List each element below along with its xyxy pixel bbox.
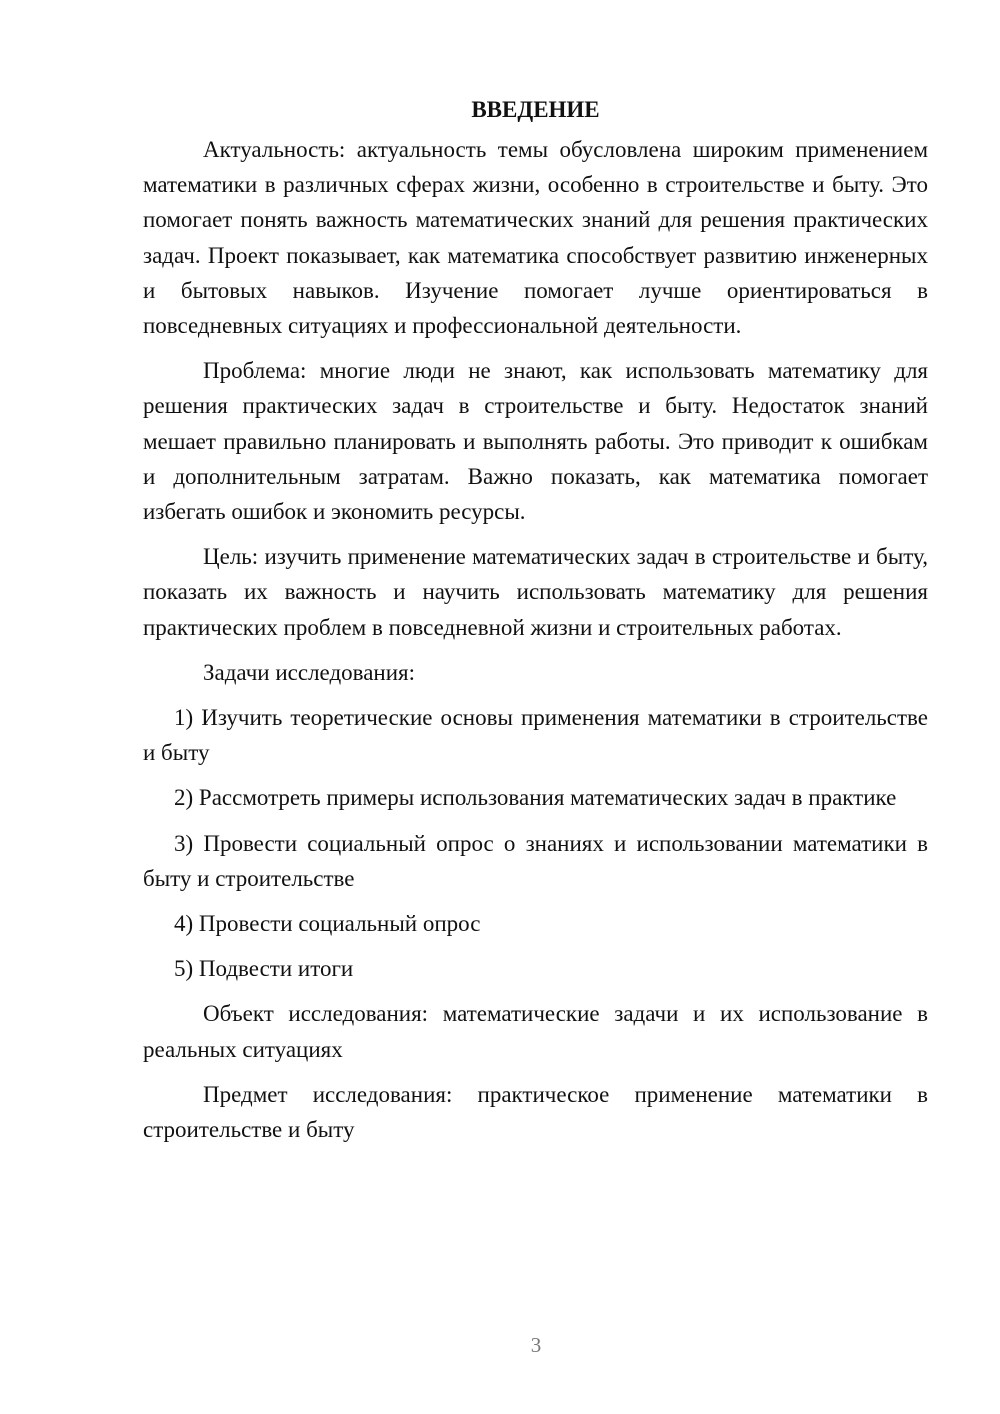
task-item-1: 1) Изучить теоретические основы применения математики в строительстве и быту	[143, 705, 928, 766]
task-item-2: 2) Рассмотреть примеры использования математических задач в практике	[174, 785, 897, 811]
paragraph-subject: Предмет исследования: практическое применение математики в строительстве и быту	[143, 1081, 928, 1143]
paragraph-goal: Цель: изучить применение математических задач в строительстве и быту, показать их важность и научить использовать математику для решения практических проблем в повседневной жизни и строительных работах.	[143, 544, 928, 640]
paragraph-problem: Проблема: многие люди не знают, как использовать математику для решения практических задач в строительстве и быту. Недостаток знаний мешает правильно планировать и выполнять работы. Это приводит к ошибкам и дополнительным затратам. Важно показать, как математика помогает избегать ошибок и экономить ресурсы.	[143, 358, 928, 525]
page-number: 3	[530, 1333, 542, 1357]
paragraph-object: Объект исследования: математические задачи и их использование в реальных ситуациях	[143, 1001, 928, 1062]
tasks-title: Задачи исследования:	[203, 659, 416, 685]
document-page	[143, 92, 928, 1157]
task-item-3: 3) Провести социальный опрос о знаниях и использовании математики в быту и строительстве	[143, 830, 928, 891]
paragraph-relevance: Актуальность: актуальность темы обусловлена широким применением математики в различных сферах жизни, особенно в строительстве и быту. Это помогает понять важность математических знаний для решения практических задач. Проект показывает, как математика способствует развитию инженерных и бытовых навыков. Изучение помогает лучше ориентироваться в повседневных ситуациях и профессиональной деятельности.	[143, 137, 928, 339]
section-heading: ВВЕДЕНИЕ	[471, 97, 600, 122]
task-item-5: 5) Подвести итоги	[174, 956, 354, 982]
task-item-4: 4) Провести социальный опрос	[174, 911, 481, 937]
